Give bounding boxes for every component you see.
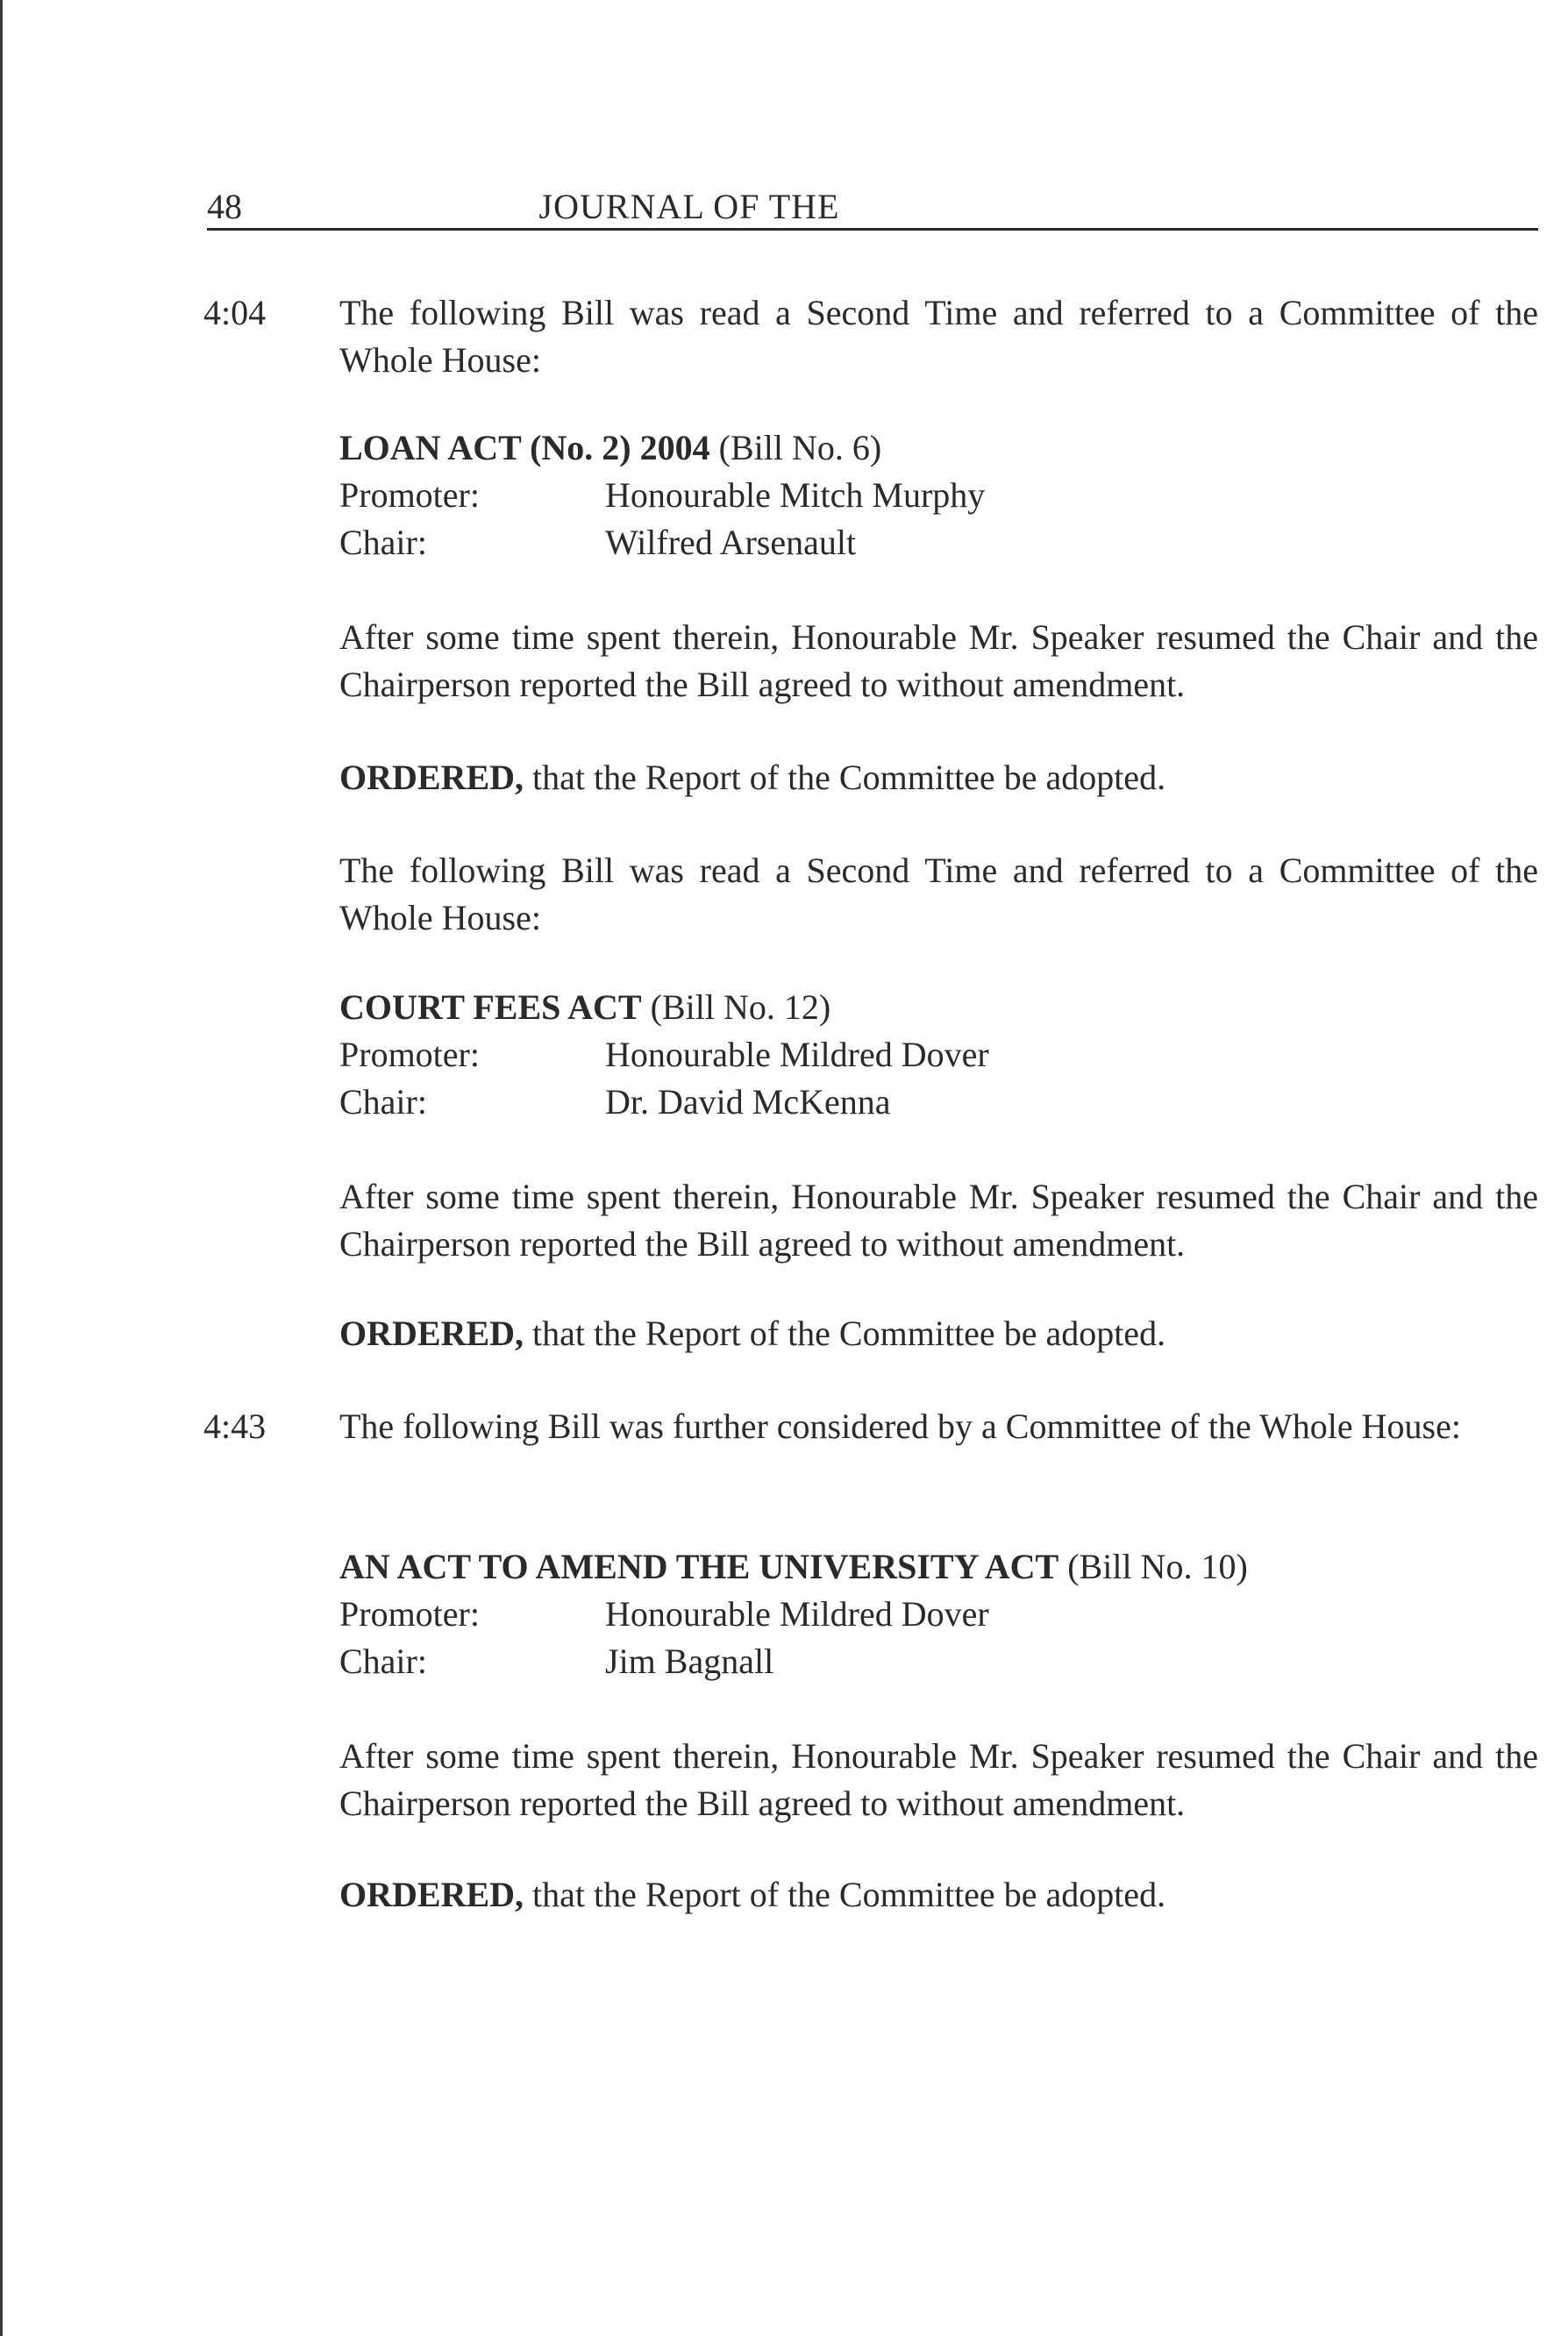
chair-name: Jim Bagnall: [605, 1642, 774, 1681]
bill-name: COURT FEES ACT: [339, 987, 642, 1027]
committee-report: After some time spent therein, Honourable Mr. Speaker resumed the Chair and the Chairperson reported the Bill agreed to without amendment.: [339, 617, 1538, 704]
ordered-line: [339, 1871, 1538, 1919]
ordered-keyword: ORDERED,: [339, 758, 524, 797]
chair-label: Chair:: [339, 523, 427, 562]
ordered-keyword: ORDERED,: [339, 1314, 524, 1353]
entry-intro: The following Bill was further considered by a Committee of the Whole House:: [339, 1407, 1461, 1446]
bill-number: (Bill No. 10): [1067, 1547, 1248, 1586]
ordered-keyword: ORDERED,: [339, 1875, 524, 1914]
running-head: [207, 182, 1538, 231]
ordered-line: [339, 754, 1538, 801]
promoter-row: [339, 1031, 1538, 1079]
bill-number: (Bill No. 6): [718, 428, 882, 467]
promoter-name: Honourable Mildred Dover: [605, 1594, 989, 1634]
promoter-label: Promoter:: [339, 1035, 480, 1074]
entry-intro: The following Bill was read a Second Time and referred to a Committee of the Whole House:: [339, 293, 1538, 380]
journal-title: JOURNAL OF THE: [538, 187, 840, 226]
bill-title: [339, 984, 830, 1031]
header-rule: [207, 228, 1538, 231]
entry-time: 4:43: [203, 1407, 267, 1446]
promoter-name: Honourable Mildred Dover: [605, 1035, 989, 1074]
bill-name: AN ACT TO AMEND THE UNIVERSITY ACT: [339, 1547, 1059, 1586]
promoter-label: Promoter:: [339, 1594, 480, 1634]
promoter-name: Honourable Mitch Murphy: [605, 475, 986, 515]
committee-report: After some time spent therein, Honourable Mr. Speaker resumed the Chair and the Chairperson reported the Bill agreed to without amendment.: [339, 1177, 1538, 1264]
entry-intro: The following Bill was read a Second Time and referred to a Committee of the Whole House:: [339, 851, 1538, 937]
chair-row: [339, 1079, 1538, 1126]
bill-number: (Bill No. 12): [650, 987, 831, 1027]
chair-name: Dr. David McKenna: [605, 1082, 891, 1122]
ordered-line: [339, 1310, 1538, 1357]
bill-title: [339, 424, 881, 472]
ordered-text: that the Report of the Committee be adopted.: [532, 1875, 1166, 1914]
chair-row: [339, 1638, 1538, 1685]
chair-label: Chair:: [339, 1642, 427, 1681]
ordered-text: that the Report of the Committee be adopted.: [532, 1314, 1166, 1353]
bill-name: LOAN ACT (No. 2) 2004: [339, 428, 710, 467]
chair-name: Wilfred Arsenault: [605, 523, 857, 562]
committee-report: After some time spent therein, Honourable Mr. Speaker resumed the Chair and the Chairperson reported the Bill agreed to without amendment.: [339, 1736, 1538, 1823]
chair-row: [339, 519, 1538, 566]
promoter-row: [339, 1591, 1538, 1638]
entry-time: 4:04: [203, 293, 267, 332]
page-number: 48: [207, 187, 242, 226]
chair-label: Chair:: [339, 1082, 427, 1122]
bill-title: [339, 1543, 1248, 1591]
promoter-label: Promoter:: [339, 475, 480, 515]
ordered-text: that the Report of the Committee be adopted.: [532, 758, 1166, 797]
promoter-row: [339, 472, 1538, 519]
